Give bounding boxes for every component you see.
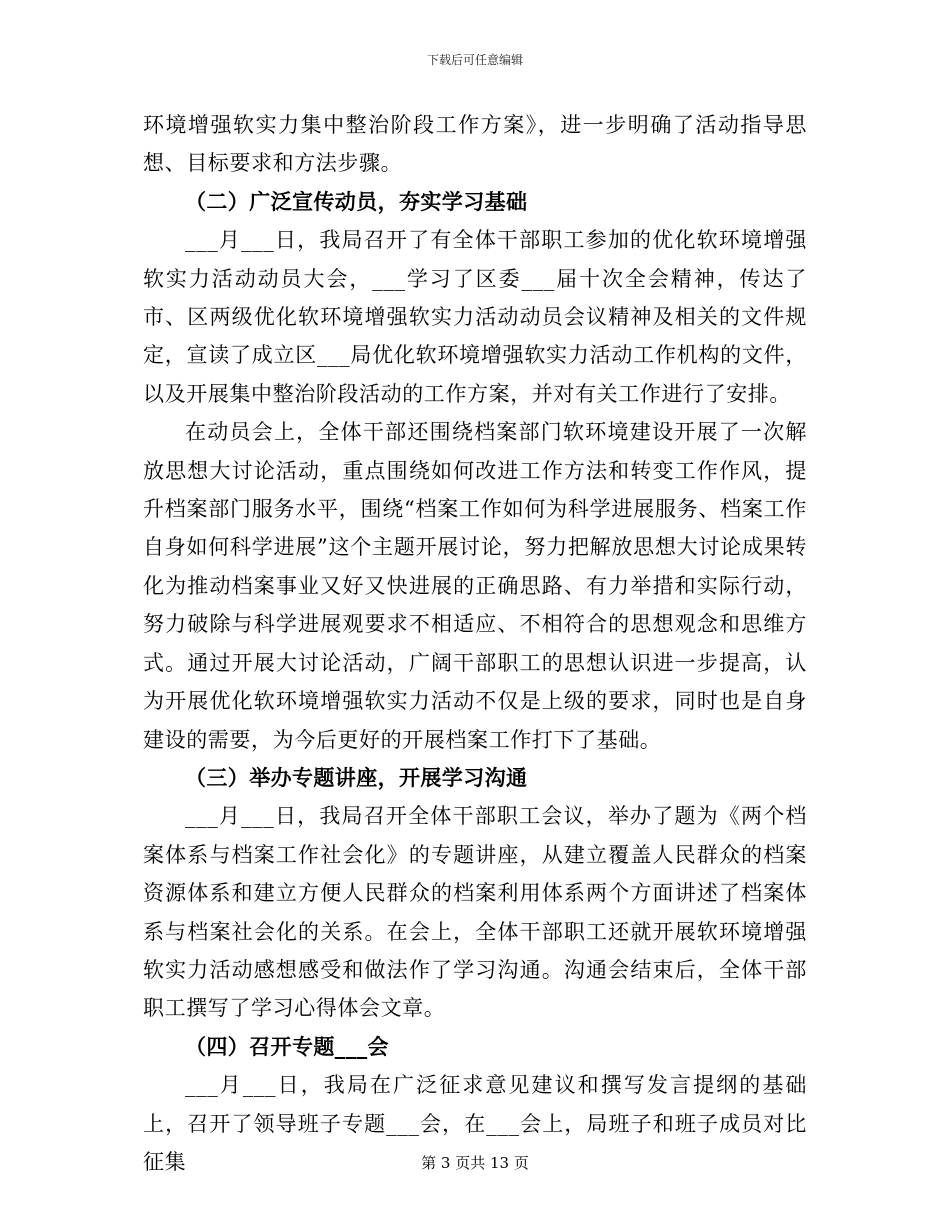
paragraph-2: ___月___日，我局召开了有全体干部职工参加的优化软环境增强软实力活动动员大会，___学习了区委___届十次全会精神，传达了市、区两级优化软环境增强软实力活动动员会议精神及相关的文件规定，宣读了成立区___局优化软环境增强软实力活动工作机构的文件，以及开展集中整治阶段活动的工作方案，并对有关工作进行了安排。 [143,228,807,406]
page-header: 下载后可任意编辑 [426,53,523,67]
paragraph-1: 环境增强软实力集中整治阶段工作方案》，进一步明确了活动指导思想、目标要求和方法步骤。 [143,113,807,176]
section-heading-4: （四）召开专题___会 [185,1033,389,1059]
page-footer: 第 3 页共 13 页 [421,1154,529,1172]
section-heading-2: （二）广泛宣传动员，夯实学习基础 [185,188,528,214]
document-body [143,106,807,1181]
section-heading-3: （三）举办专题讲座，开展学习沟通 [185,764,528,790]
paragraph-4: ___月___日，我局召开全体干部职工会议，举办了题为《两个档案体系与档案工作社会化》的专题讲座，从建立覆盖人民群众的档案资源体系和建立方便人民群众的档案利用体系两个方面讲述了档案体系与档案社会化的关系。在会上，全体干部职工还就开展软环境增强软实力活动感想感受和做法作了学习沟通。沟通会结束后，全体干部职工撰写了学习心得体会文章。 [143,804,807,1021]
paragraph-3: 在动员会上，全体干部还围绕档案部门软环境建设开展了一次解放思想大讨论活动，重点围绕如何改进工作方法和转变工作作风，提升档案部门服务水平，围绕“档案工作如何为科学进展服务、档案工作自身如何科学进展”这个主题开展讨论，努力把解放思想大讨论成果转化为推动档案事业又好又快进展的正确思路、有力举措和实际行动，努力破除与科学进展观要求不相适应、不相符合的思想观念和思维方式。通过开展大讨论活动，广阔干部职工的思想认识进一步提高，认为开展优化软环境增强软实力活动不仅是上级的要求，同时也是自身建设的需要，为今后更好的开展档案工作打下了基础。 [143,420,807,752]
paragraph-5: ___月___日，我局在广泛征求意见建议和撰写发言提纲的基础上，召开了领导班子专题___会，在___会上，局班子和班子成员对比征集 [143,1073,807,1174]
